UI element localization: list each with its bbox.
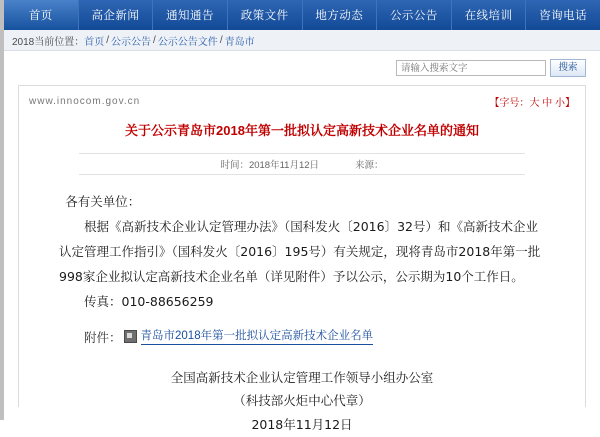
attachment-link[interactable]: 青岛市2018年第一批拟认定高新技术企业名单 <box>141 328 374 345</box>
article-fax-line: 传真：010-88656259 <box>84 293 214 309</box>
font-size-suffix: 】 <box>565 98 575 109</box>
font-size-small[interactable]: 小 <box>555 98 565 109</box>
font-size-prefix: 【字号： <box>489 98 530 109</box>
attachment-file-icon <box>124 330 137 343</box>
article-source-label: 来源： <box>355 159 384 171</box>
nav-item-home[interactable]: 首页 <box>4 0 79 30</box>
breadcrumb-item-announcement-docs[interactable]: 公示公告文件 <box>157 36 218 48</box>
search-bar <box>4 51 600 85</box>
signature-date: 2018年11月12日 <box>251 417 353 432</box>
article-body <box>59 189 545 314</box>
nav-item-announcements[interactable]: 公示公告 <box>377 0 452 30</box>
breadcrumb-prefix: 2018当前位置： <box>12 36 85 48</box>
article-source <box>355 157 384 171</box>
nav-item-local-updates[interactable]: 地方动态 <box>303 0 378 30</box>
signature-organization: 全国高新技术企业认定管理工作领导小组办公室 <box>170 369 434 385</box>
site-url-text: www.innocom.gov.cn <box>29 96 141 107</box>
nav-item-policy-docs[interactable]: 政策文件 <box>228 0 303 30</box>
breadcrumb-item-home[interactable]: 首页 <box>84 36 105 48</box>
article-signature <box>19 366 585 437</box>
signature-seal: （科技部火炬中心代章） <box>233 393 371 409</box>
font-size-control <box>489 94 575 109</box>
main-navigation <box>4 0 600 30</box>
breadcrumb-item-qingdao[interactable]: 青岛市 <box>224 36 255 48</box>
article-card <box>18 85 586 432</box>
nav-item-news[interactable]: 高企新闻 <box>79 0 154 30</box>
publish-date-value: 2018年11月12日 <box>248 159 320 171</box>
nav-item-online-training[interactable]: 在线培训 <box>452 0 527 30</box>
attachment-row <box>59 328 545 348</box>
breadcrumb-item-announcements[interactable]: 公示公告 <box>111 36 152 48</box>
article-paragraph-1: 根据《高新技术企业认定管理办法》（国科发火〔2016〕32号）和《高新技术企业认定管理工作指引》（国科发火〔2016〕195号）有关规定，现将青岛市2018年第一批998家企业拟认定高新技术企业名单（详见附件）予以公示，公示期为10个工作日。 <box>59 218 541 284</box>
font-size-medium[interactable]: 中 <box>542 98 553 109</box>
article-meta <box>79 153 525 175</box>
breadcrumb-separator-3: / <box>219 34 223 46</box>
nav-item-contact-phone[interactable]: 咨询电话 <box>539 10 588 22</box>
page-title: 关于公示青岛市2018年第一批拟认定高新技术企业名单的通知 <box>125 123 479 138</box>
attachment-label: 附件： <box>84 330 122 345</box>
breadcrumb <box>4 30 600 51</box>
font-size-large[interactable]: 大 <box>529 98 540 109</box>
breadcrumb-separator-2: / <box>153 34 156 46</box>
search-button[interactable]: 搜索 <box>550 59 586 77</box>
publish-date-label: 时间： <box>220 159 249 171</box>
article-card-header <box>19 86 585 111</box>
breadcrumb-separator-1: / <box>106 34 110 46</box>
publish-date <box>220 157 319 171</box>
article-salutation: 各有关单位： <box>65 193 141 209</box>
nav-item-notices[interactable]: 通知通告 <box>153 0 228 30</box>
search-input[interactable] <box>396 60 546 76</box>
